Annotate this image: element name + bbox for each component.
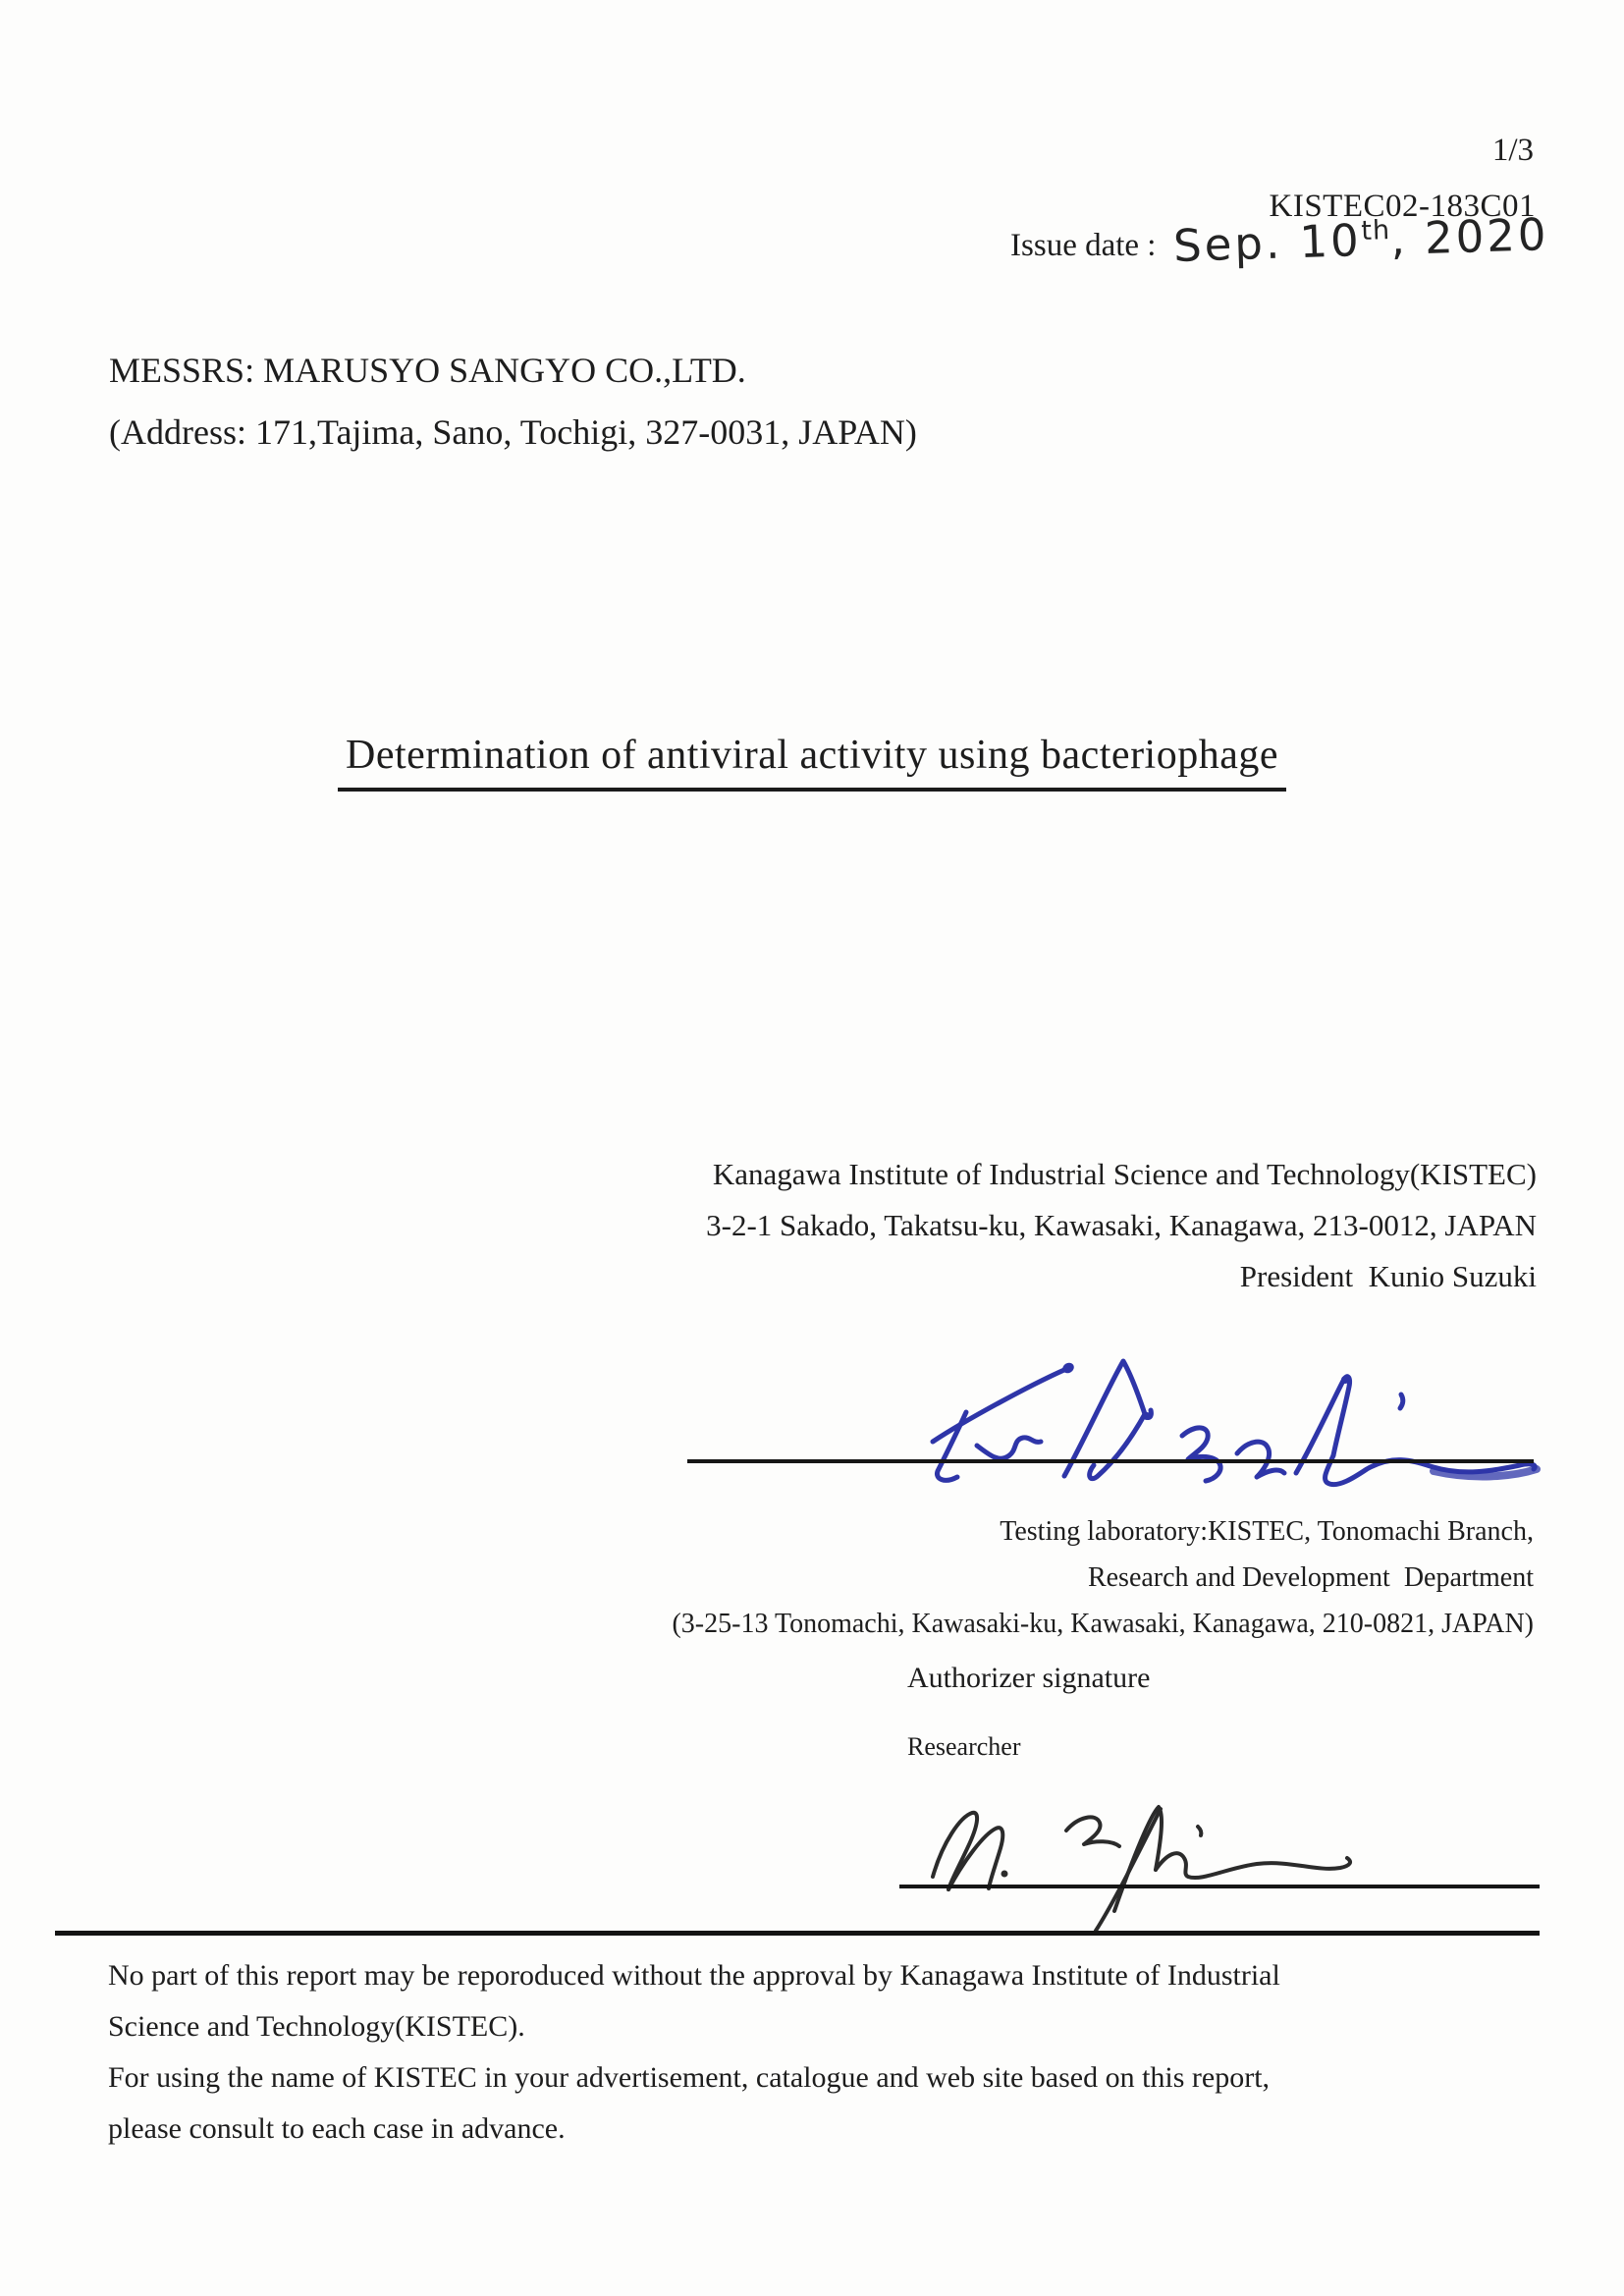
footer-divider (55, 1931, 1540, 1936)
laboratory-block (672, 1508, 1534, 1647)
issue-date-row (1010, 208, 1550, 272)
page-number: 1/3 (1491, 133, 1534, 168)
president-signature (884, 1345, 1551, 1503)
footer-line: No part of this report may be reporoduced without the approval by Kanagawa Institute of Industrial (108, 1959, 1280, 1992)
laboratory-line2: Research and Development Department (1087, 1562, 1534, 1593)
issue-date-handwritten (1173, 208, 1550, 272)
issuer-president-line: President Kunio Suzuki (1239, 1259, 1537, 1293)
issuer-organization: Kanagawa Institute of Industrial Science and Technology(KISTEC) (712, 1157, 1537, 1191)
issuer-block (706, 1149, 1537, 1302)
addressee-block (109, 340, 917, 464)
researcher-signature (903, 1793, 1453, 1941)
issue-date-label: Issue date : (1010, 228, 1157, 263)
document-number: KISTEC02-183C01 (1269, 189, 1536, 224)
report-title-row (0, 732, 1624, 792)
laboratory-line3: (3-25-13 Tonomachi, Kawasaki-ku, Kawasaki, Kanagawa, 210-0821, JAPAN) (672, 1609, 1534, 1639)
footer-line: For using the name of KISTEC in your advertisement, catalogue and web site based on this report, (108, 2061, 1271, 2094)
issuer-address: 3-2-1 Sakado, Takatsu-ku, Kawasaki, Kanagawa, 213-0012, JAPAN (706, 1208, 1537, 1242)
issue-date-main: Sep. 10 (1172, 213, 1363, 272)
report-title: Determination of antiviral activity using bacteriophage (338, 732, 1286, 792)
laboratory-line1: Testing laboratory:KISTEC, Tonomachi Branch, (1000, 1516, 1534, 1547)
researcher-signature-line (899, 1885, 1540, 1888)
authorizer-signature-label: Authorizer signature (907, 1662, 1151, 1694)
issue-date-year: , 2020 (1390, 208, 1550, 266)
addressee-name: MESSRS: MARUSYO SANGYO CO.,LTD. (109, 351, 746, 390)
footer-line: please consult to each case in advance. (108, 2112, 566, 2145)
issue-date-suffix: th (1361, 215, 1392, 246)
authorizer-role-label: Researcher (907, 1732, 1021, 1761)
footer-line: Science and Technology(KISTEC). (108, 2010, 525, 2043)
footer-notice (108, 1950, 1280, 2155)
president-signature-line (687, 1459, 1534, 1463)
addressee-address: (Address: 171,Tajima, Sano, Tochigi, 327-0031, JAPAN) (109, 412, 917, 452)
